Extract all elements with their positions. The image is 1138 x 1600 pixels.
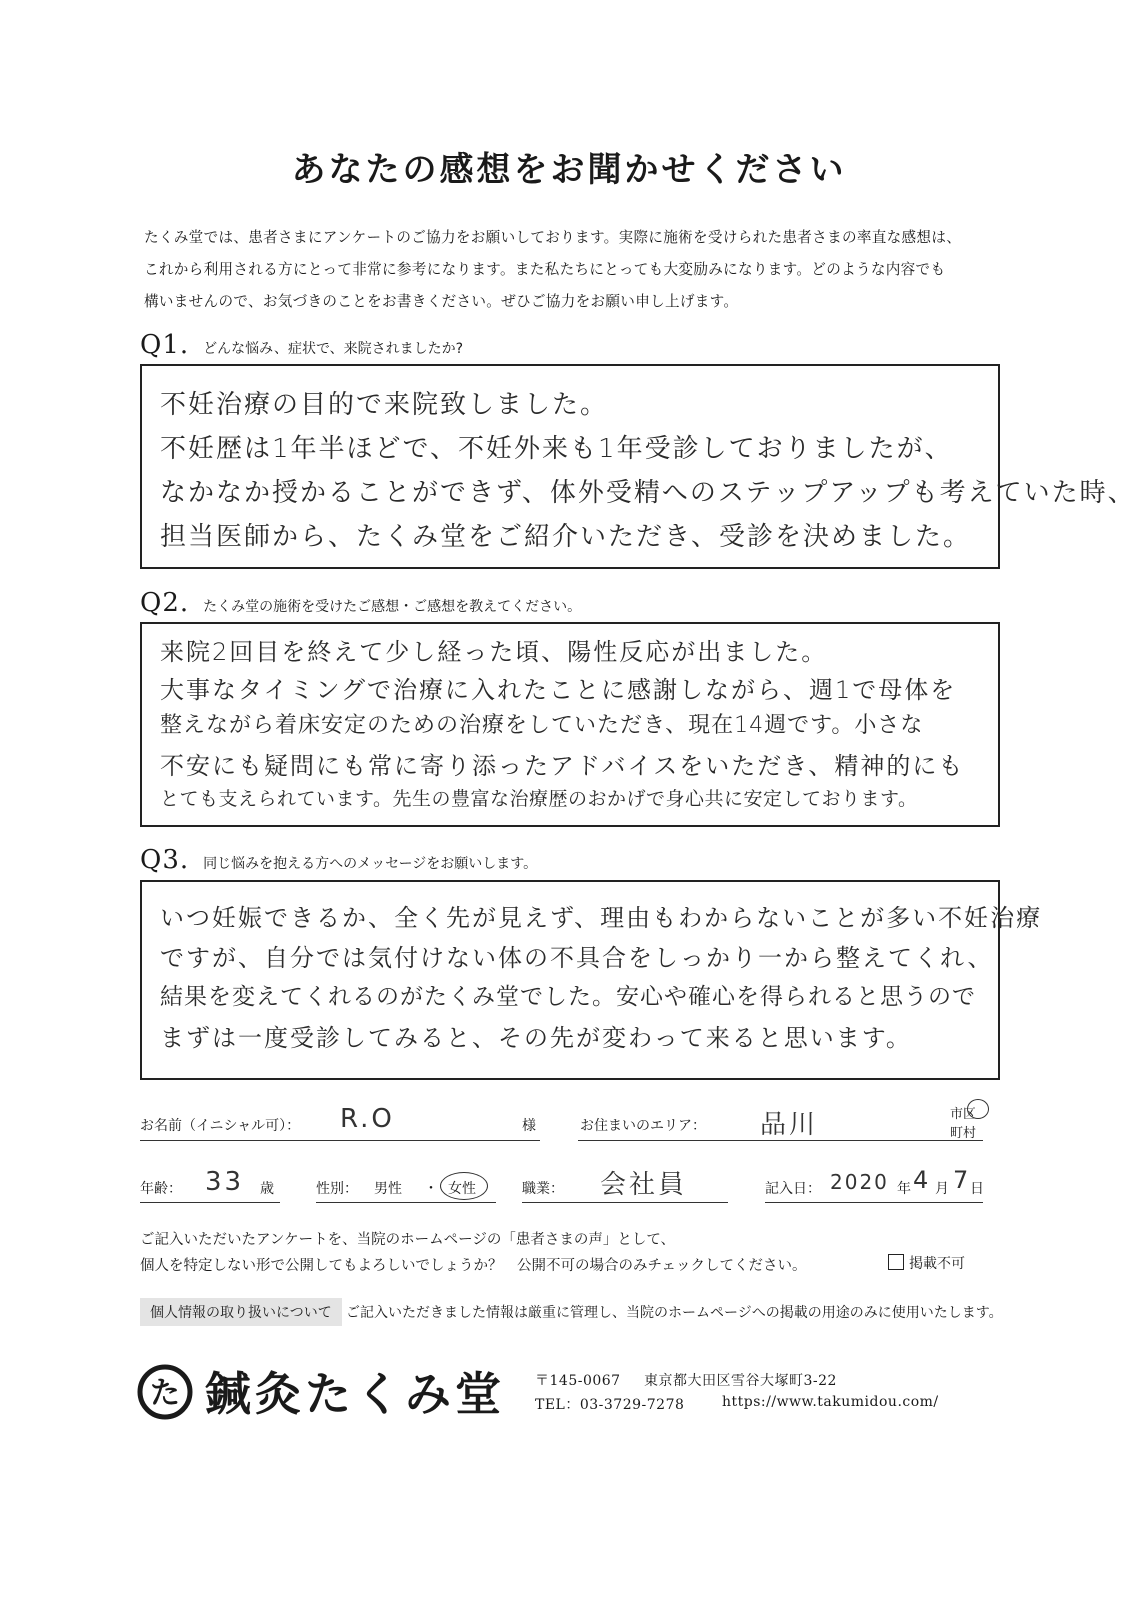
question-number: Q2. [140,588,190,618]
answer-box-2 [140,622,1000,827]
gender-female-circle [440,1172,488,1200]
answer-line: 不妊治療の目的で来院致しました。 [160,390,609,420]
answer-line: まずは一度受診してみると、その先が変わって来ると思います。 [160,1024,912,1052]
area-selection-circle [967,1099,989,1119]
answer-line: 不妊歴は1年半ほどで、不妊外来も1年受診しておりましたが、 [160,434,953,464]
age-underline [140,1202,280,1203]
answer-line: 結果を変えてくれるのがたくみ堂でした。安心や確心を得られると思うので [160,984,976,1010]
intro-line: 構いませんので、お気づきのことをお書きください。ぜひご協力をお願い申し上げます。 [144,293,739,310]
answer-line: 担当医師から、たくみ堂をご紹介いただき、受診を決めました。 [160,522,971,552]
area-suffix-town-village: 町村 [950,1126,977,1141]
name-underline [140,1140,540,1141]
question-3-heading [140,845,537,875]
privacy-notice-label: 個人情報の取り扱いについて [140,1298,342,1326]
gender-separator: ・ [424,1181,438,1197]
answer-line: 整えながら着床安定のための治療をしていただき、現在14週です。小さな [160,713,924,738]
job-label: 職業： [522,1181,564,1197]
answer-line: とても支えられています。先生の豊富な治療歴のおかげで身心共に安定しております。 [160,788,918,810]
clinic-name: 鍼灸たくみ堂 [205,1367,505,1421]
gender-female: 女性 [448,1181,476,1197]
date-month-unit: 月 [935,1181,949,1197]
clinic-phone: TEL：03-3729-7278 [535,1397,685,1413]
answer-box-3 [140,880,1043,1080]
question-text: 同じ悩みを抱える方へのメッセージをお願いします。 [203,856,538,872]
area-underline [578,1140,983,1141]
date-day: 7 [953,1166,972,1194]
consent-line-1: ご記入いただいたアンケートを、当院のホームページの「患者さまの声」として、 [140,1232,676,1248]
clinic-website-link[interactable]: https://www.takumidou.com/ [722,1394,939,1410]
question-text: たくみ堂の施術を受けたご感想・ご感想を教えてください。 [203,599,582,615]
answer-line: 大事なタイミングで治療に入れたことに感謝しながら、週1で母体を [160,676,957,704]
intro-line: たくみ堂では、患者さまにアンケートのご協力をお願いしております。実際に施術を受けられた患者さまの率直な感想は、 [144,229,962,246]
question-2-heading [140,588,581,618]
no-publish-checkbox[interactable] [888,1254,904,1270]
gender-label: 性別： [316,1181,358,1197]
clinic-postal-code: 〒145-0067 [535,1373,621,1389]
gender-underline [316,1202,496,1203]
clinic-address: 東京都大田区雪谷大塚町3-22 [644,1373,837,1389]
question-number: Q1. [140,330,190,360]
answer-line: ですが、自分では気付けない体の不具合をしっかり一から整えてくれ、 [160,944,994,972]
page-title: あなたの感想をお聞かせください [291,150,847,190]
answer-line: 不安にも疑問にも常に寄り添ったアドバイスをいただき、精神的にも [160,752,965,780]
consent-line-2: 個人を特定しない形で公開してもよろしいでしょうか？ 公開不可の場合のみチェックしてください。 [140,1258,807,1274]
age-label: 年齢： [140,1181,182,1197]
privacy-notice-text: ご記入いただきました情報は厳重に管理し、当院のホームページへの掲載の用途のみに使用いたします。 [346,1305,1003,1321]
answer-line: なかなか授かることができず、体外受精へのステップアップも考えていた時、 [160,478,1136,508]
area-suffix-city-ward: 市区 [950,1107,977,1122]
age-unit: 歳 [260,1181,274,1197]
job-underline [522,1202,728,1203]
logo-mark-text: た [150,1376,180,1411]
intro-line: これから利用される方にとって非常に参考になります。また私たちにとっても大変励みになります。どのような内容でも [144,261,946,278]
answer-line: いつ妊娠できるか、全く先が見えず、理由もわからないことが多い不妊治療 [160,904,1043,932]
question-1-heading [140,330,463,360]
age-value: 33 [205,1167,245,1197]
date-year: 2020 [830,1170,889,1194]
clinic-logo-mark [137,1364,193,1420]
answer-line: 来院2回目を終えて少し経った頃、陽性反応が出ました。 [160,638,828,666]
job-value: 会社員 [600,1170,688,1200]
sama-label: 様 [522,1118,536,1134]
gender-male: 男性 [374,1181,402,1197]
intro-text [144,222,1004,318]
question-text: どんな悩み、症状で、来院されましたか? [203,341,464,357]
answer-box-1 [140,364,1136,569]
date-month: 4 [913,1166,932,1194]
area-label: お住まいのエリア： [580,1118,706,1134]
name-value: R.O [340,1104,395,1134]
date-year-unit: 年 [897,1181,911,1197]
name-label: お名前（イニシャル可）： [140,1118,301,1134]
area-value: 品川 [760,1110,819,1140]
date-day-unit: 日 [970,1181,984,1197]
no-publish-label: 掲載不可 [909,1256,965,1272]
date-label: 記入日： [765,1181,821,1197]
question-number: Q3. [140,845,190,875]
date-underline [765,1202,983,1203]
